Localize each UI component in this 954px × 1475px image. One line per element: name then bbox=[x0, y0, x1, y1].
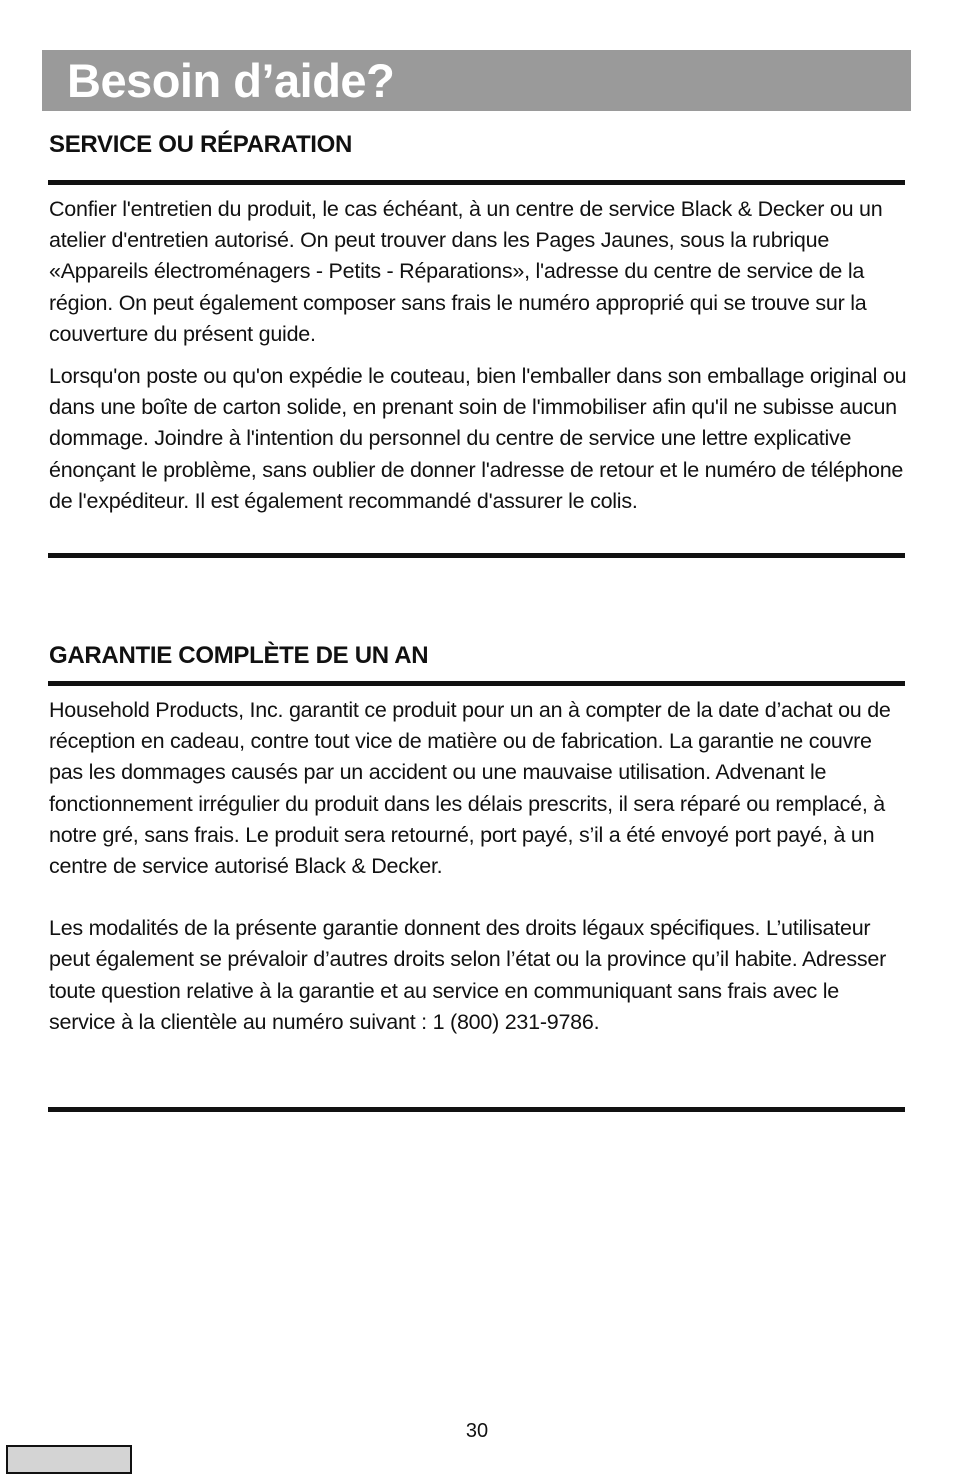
corner-marker-box bbox=[6, 1445, 132, 1474]
warranty-top-divider bbox=[48, 681, 905, 686]
service-bottom-divider bbox=[48, 553, 905, 558]
page-number: 30 bbox=[465, 1420, 489, 1442]
warranty-paragraph-1: Household Products, Inc. garantit ce produit pour un an à compter de la date d’achat ou de réception en cadeau, contre tout vice de matière ou de fabrication. La garantie ne couvre pas les dommages causés par un accident ou une mauvaise utilisation. Advenant le fonctionnement irrégulier du produit dans les délais prescrits, il sera réparé ou remplacé, à notre gré, sans frais. Le produit sera retourné, port payé, s’il a été envoyé port payé, à un centre de service autorisé Black & Decker. bbox=[49, 698, 891, 879]
service-heading: SERVICE OU RÉPARATION bbox=[49, 131, 353, 158]
page-title: Besoin d’aide? bbox=[67, 54, 395, 107]
service-body bbox=[49, 194, 909, 517]
page-title-bar bbox=[42, 50, 911, 111]
service-paragraph-2: Lorsqu'on poste ou qu'on expédie le couteau, bien l'emballer dans son emballage original ou dans une boîte de carton solide, en prenant soin de l'immobiliser afin qu'il ne subisse aucun dommage. Joindre à l'intention du personnel du centre de service une lettre explicative énonçant le problème, sans oublier de donner l'adresse de retour et le numéro de téléphone de l'expéditeur. Il est également recommandé d'assurer le colis. bbox=[49, 364, 907, 513]
warranty-paragraph-2: Les modalités de la présente garantie donnent des droits légaux spécifiques. L’utilisateur peut également se prévaloir d’autres droits selon l’état ou la province qu’il habite. Adresser toute question relative à la garantie et au service en communiquant sans frais avec le service à la clientèle au numéro suivant : 1 (800) 231-9786. bbox=[49, 916, 886, 1034]
warranty-body bbox=[49, 695, 909, 1038]
warranty-bottom-divider bbox=[48, 1107, 905, 1112]
warranty-heading: GARANTIE COMPLÈTE DE UN AN bbox=[49, 642, 429, 669]
service-paragraph-1: Confier l'entretien du produit, le cas échéant, à un centre de service Black & Decker ou un atelier d'entretien autorisé. On peut trouver dans les Pages Jaunes, sous la rubrique «Appareils électroménagers - Petits - Réparations», l'adresse du centre de service de la région. On peut également composer sans frais le numéro approprié qui se trouve sur la couverture du présent guide. bbox=[49, 197, 883, 346]
service-top-divider bbox=[48, 180, 905, 185]
